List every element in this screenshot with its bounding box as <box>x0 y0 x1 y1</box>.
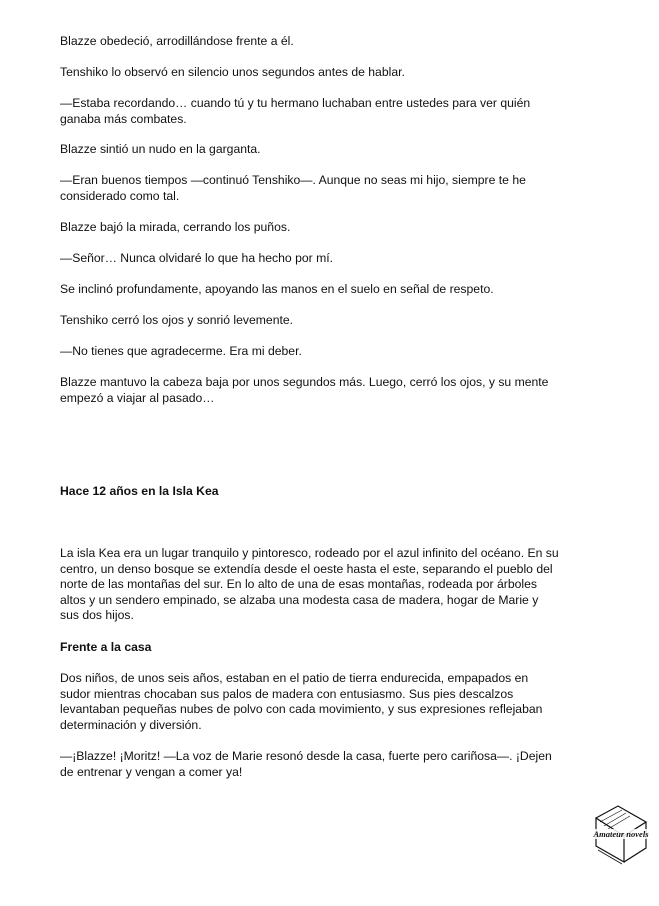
svg-text:Amateur novels: Amateur novels <box>593 829 649 839</box>
book-logo-icon <box>588 800 654 866</box>
paragraph: Blazze obedeció, arrodillándose frente a él. <box>60 34 294 48</box>
section-heading: Frente a la casa <box>60 640 152 654</box>
paragraph: —No tienes que agradecerme. Era mi deber. <box>60 344 302 358</box>
paragraph: Blazze mantuvo la cabeza baja por unos segundos más. Luego, cerró los ojos, y su mente empezó a viajar al pasado… <box>60 375 549 405</box>
paragraph: —Eran buenos tiempos —continuó Tenshiko—. Aunque no seas mi hijo, siempre te he considerado como tal. <box>60 173 526 203</box>
section-heading: Hace 12 años en la Isla Kea <box>60 484 219 498</box>
paragraph: Tenshiko cerró los ojos y sonrió levemente. <box>60 313 294 327</box>
paragraph: Blazze bajó la mirada, cerrando los puños. <box>60 220 291 234</box>
paragraph: La isla Kea era un lugar tranquilo y pintoresco, rodeado por el azul infinito del océano. En su centro, un denso bosque se extendía desde el oeste hasta el este, separando el pueblo del norte de las montañas del sur. En lo alto de una de esas montañas, rodeada por árboles altos y un sendero empinado, se alzaba una modesta casa de madera, hogar de Marie y sus dos hijos. <box>60 546 559 623</box>
paragraph: Dos niños, de unos seis años, estaban en el patio de tierra endurecida, empapados en sudor mientras chocaban sus palos de madera con entusiasmo. Sus pies descalzos levantaban pequeñas nubes de polvo con cada movimiento, y sus expresiones reflejaban determinación y diversión. <box>60 671 543 732</box>
paragraph: —Señor… Nunca olvidaré lo que ha hecho por mí. <box>60 251 334 265</box>
paragraph: —Estaba recordando… cuando tú y tu hermano luchaban entre ustedes para ver quién ganaba más combates. <box>60 96 531 126</box>
paragraph: —¡Blazze! ¡Moritz! —La voz de Marie resonó desde la casa, fuerte pero cariñosa—. ¡Dejen de entrenar y vengan a comer ya! <box>60 749 552 779</box>
paragraph: Se inclinó profundamente, apoyando las manos en el suelo en señal de respeto. <box>60 282 494 296</box>
paragraph: Tenshiko lo observó en silencio unos segundos antes de hablar. <box>60 65 405 79</box>
paragraph: Blazze sintió un nudo en la garganta. <box>60 142 261 156</box>
